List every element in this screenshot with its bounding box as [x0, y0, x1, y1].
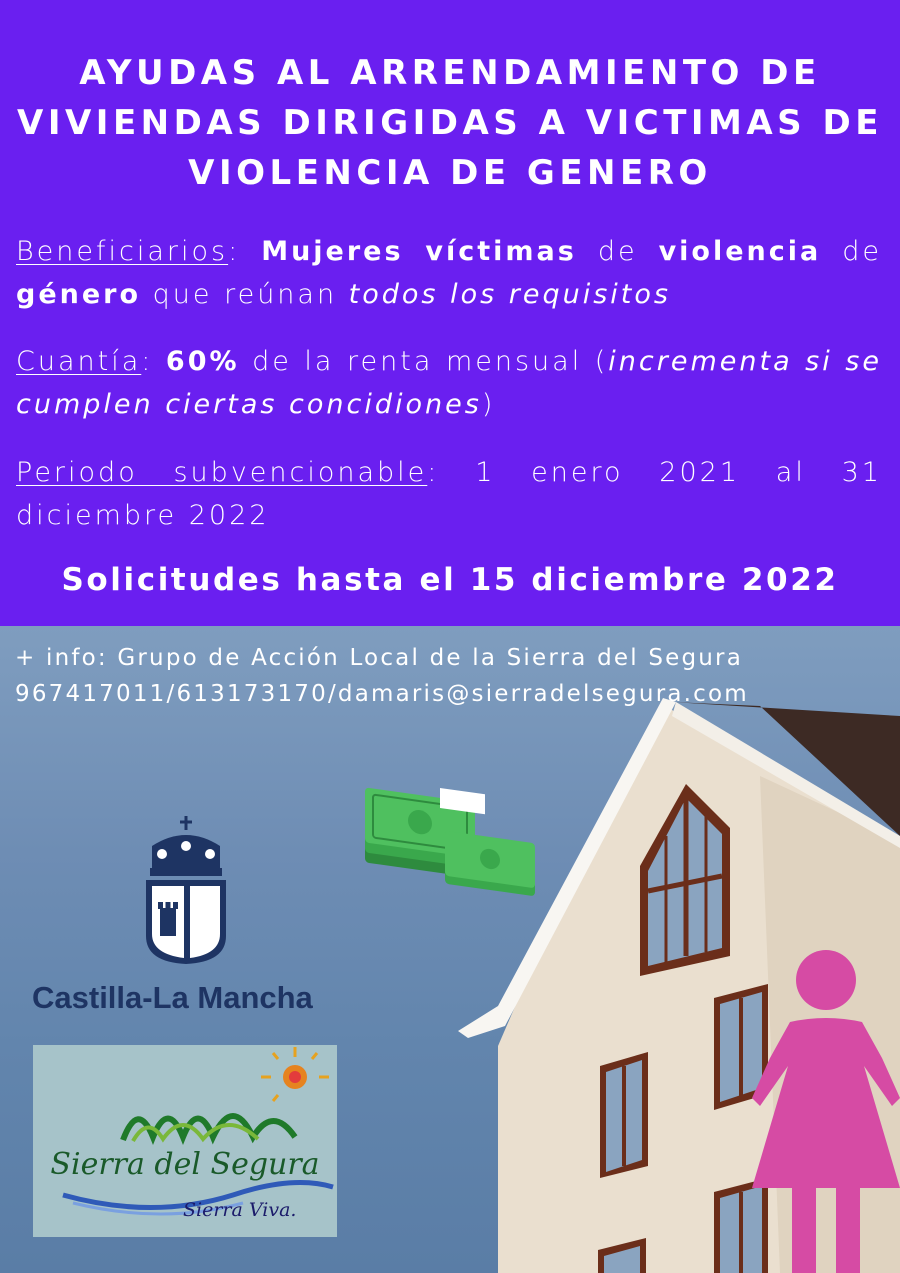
cuantia-label: Cuantía [16, 346, 142, 377]
beneficiarios-text-1: de [576, 236, 659, 267]
window-2 [600, 1052, 648, 1178]
sierra-logo-tagline: Sierra Viva. [183, 1199, 297, 1221]
sierra-logo-name: Sierra del Segura [50, 1147, 320, 1182]
castilla-la-mancha-logo-text: Castilla-La Mancha [32, 980, 313, 1015]
title-line-3: VIOLENCIA DE GENERO [188, 153, 712, 193]
info-line-2: 967417011/613173170/damaris@sierradelsegura.com [15, 681, 749, 707]
money-icon [355, 766, 545, 916]
info-line-1: + info: Grupo de Acción Local de la Sierra del Segura [15, 645, 744, 671]
beneficiarios-bold-2: violencia [658, 236, 822, 267]
deadline-text: Solicitudes hasta el 15 diciembre 2022 [61, 562, 839, 598]
periodo-paragraph [16, 451, 882, 537]
beneficiarios-italic: todos los requisitos [348, 279, 671, 310]
beneficiarios-paragraph [16, 230, 882, 316]
beneficiarios-label: Beneficiarios [16, 236, 229, 267]
separator: : [141, 346, 166, 377]
beneficiarios-text-2: de [821, 236, 882, 267]
periodo-label: Periodo subvencionable [16, 457, 428, 488]
title-line-2: VIVIENDAS DIRIGIDAS A VICTIMAS DE [17, 103, 883, 143]
beneficiarios-bold-3: género [16, 279, 142, 310]
cuantia-italic: incrementa si se cumplen ciertas concidiones [16, 346, 882, 420]
photo-section [0, 626, 900, 1273]
castilla-la-mancha-crest-icon [140, 816, 232, 966]
woman-icon [752, 948, 900, 1273]
beneficiarios-text-3: que reúnan [141, 279, 349, 310]
separator: : [228, 236, 262, 267]
cuantia-paragraph [16, 340, 882, 426]
separator: : [427, 457, 476, 488]
cuantia-text-2: ) [481, 389, 496, 420]
page-title [0, 48, 900, 198]
sierra-del-segura-logo [33, 1045, 337, 1237]
cuantia-bold: 60% [165, 346, 240, 377]
header-panel [0, 0, 900, 626]
cuantia-text-1: de la renta mensual ( [239, 346, 609, 377]
periodo-text: 1 enero 2021 al 31 diciembre 2022 [16, 457, 882, 531]
contact-info [15, 640, 749, 712]
beneficiarios-bold-1: Mujeres víctimas [261, 236, 577, 267]
title-line-1: AYUDAS AL ARRENDAMIENTO DE [79, 53, 821, 93]
